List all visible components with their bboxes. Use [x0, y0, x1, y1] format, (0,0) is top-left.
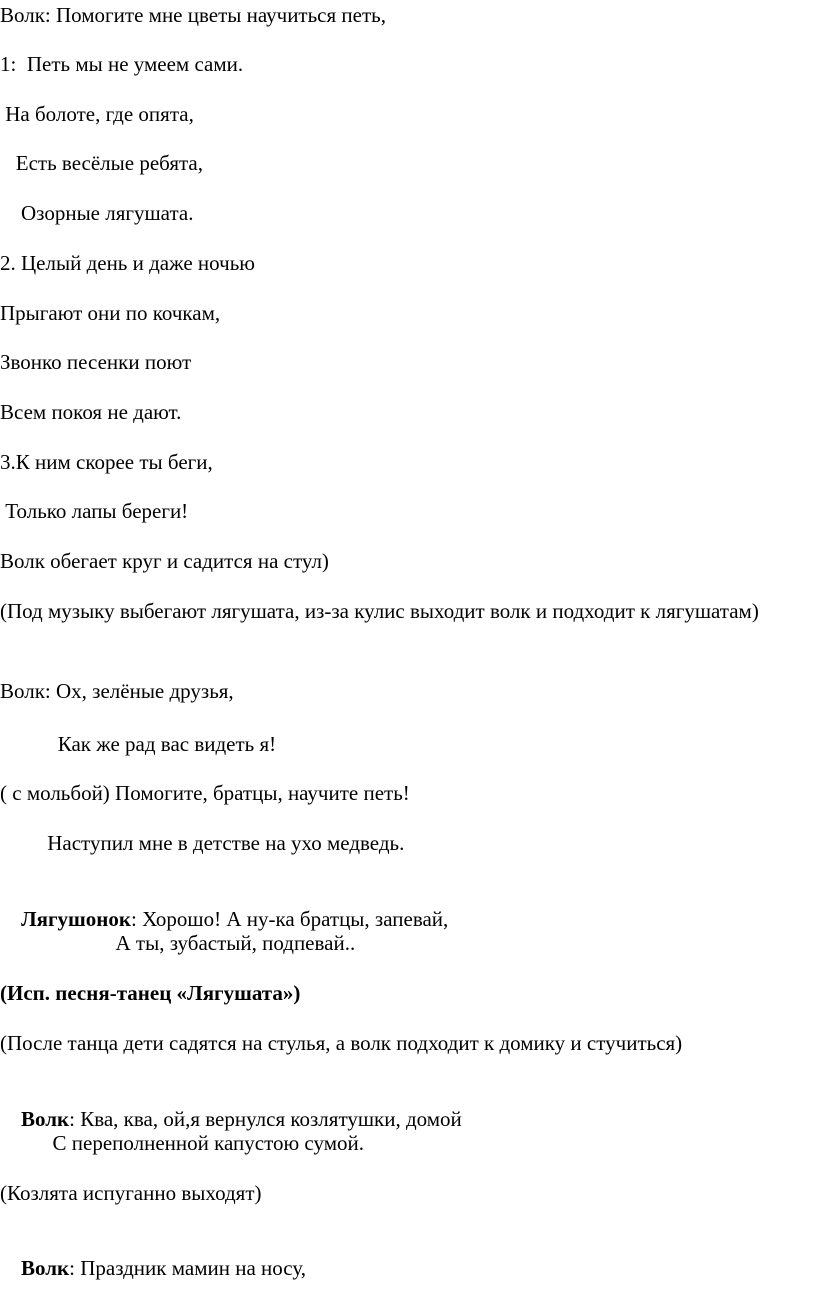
text-line: (Исп. песня-танец «Лягушата») — [0, 981, 301, 1005]
line-text: : Праздник мамин на носу, — [69, 1256, 306, 1280]
speaker-name: Волк — [21, 1107, 70, 1131]
text-line: Всем покоя не дают. — [0, 400, 182, 424]
text-line: Есть весёлые ребята, — [0, 151, 203, 175]
text-line: Прыгают они по кочкам, — [0, 301, 221, 325]
text-line: Только лапы береги! — [0, 499, 189, 523]
text-line — [0, 1229, 306, 1307]
text-line: С переполненной капустою сумой. — [0, 1131, 364, 1155]
text-line: 3.К ним скорее ты беги, — [0, 450, 213, 474]
speaker-name: Лягушонок — [21, 907, 131, 931]
text-line: Волк: Ох, зелёные друзья, — [0, 679, 234, 703]
text-line: 1: Петь мы не умеем сами. — [0, 52, 244, 76]
text-line: (После танца дети садятся на стулья, а волк подходит к домику и стучиться) — [0, 1031, 683, 1055]
text-line: (Козлята испуганно выходят) — [0, 1181, 262, 1205]
text-line: Волк: Помогите мне цветы научиться петь, — [0, 3, 386, 27]
line-text: : Ква, ква, ой,я вернулся козлятушки, домой — [69, 1107, 462, 1131]
text-line: Наступил мне в детстве на ухо медведь. — [0, 831, 405, 855]
text-line: А ты, зубастый, подпевай.. — [0, 931, 356, 955]
speaker-name: Волк — [21, 1256, 70, 1280]
line-text: : Хорошо! А ну-ка братцы, запевай, — [130, 907, 449, 931]
text-line: Озорные лягушата. — [0, 201, 194, 225]
text-line: На болоте, где опята, — [0, 102, 194, 126]
text-line: Волк обегает круг и садится на стул) — [0, 549, 329, 573]
text-line: Звонко песенки поют — [0, 350, 192, 374]
text-line: (Под музыку выбегают лягушата, из-за кулис выходит волк и подходит к лягушатам) — [0, 599, 759, 623]
text-line: ( с мольбой) Помогите, братцы, научите петь! — [0, 781, 410, 805]
text-line: Как же рад вас видеть я! — [0, 732, 277, 756]
text-line: 2. Целый день и даже ночью — [0, 251, 255, 275]
